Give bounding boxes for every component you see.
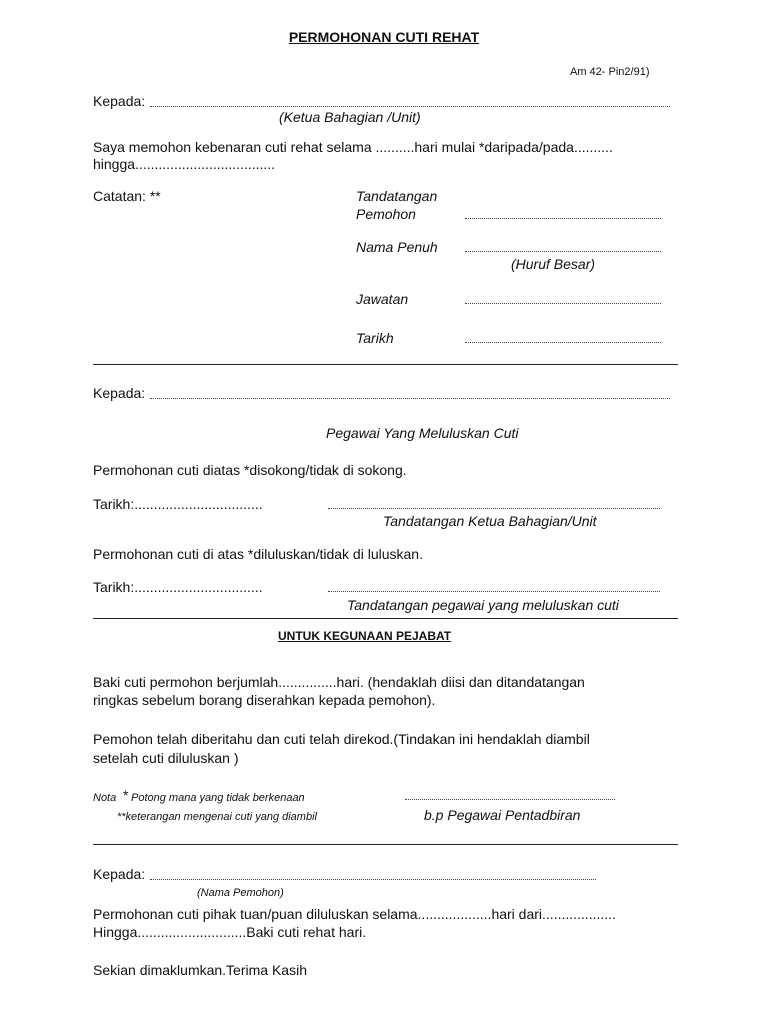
nama-penuh-dotted-line[interactable] [465,251,661,252]
request-line-1: Saya memohon kebenaran cuti rehat selama ..........hari mulai *daripada/pada.......... [93,139,613,155]
signature-dotted-line[interactable] [465,218,661,219]
kepada-dotted-line-3[interactable] [150,879,596,880]
tarikh-dotted-line[interactable] [465,342,661,343]
notify-line-1: Permohonan cuti pihak tuan/puan diluluskan selama...................hari dari................... [93,906,616,922]
notify-line-2: Hingga............................Baki cuti rehat hari. [93,924,367,940]
kepada-label-3: Kepada: [93,866,146,882]
tarikh-field-1: Tarikh:................................. [93,496,263,512]
huruf-besar-caption: (Huruf Besar) [511,256,596,272]
kepada-label: Kepada: [93,93,146,109]
pemohon-line-2: setelah cuti diluluskan ) [93,750,239,766]
nota-label: Nota [93,792,117,804]
office-use-heading: UNTUK KEGUNAAN PEJABAT [278,629,452,643]
admin-signature-line[interactable] [405,799,615,800]
nota-star: * [123,787,129,803]
tarikh-label: Tarikh [356,330,394,346]
jawatan-dotted-line[interactable] [465,303,661,304]
baki-line-1: Baki cuti permohon berjumlah...............hari. (hendaklah diisi dan ditandatangan [93,674,585,690]
closing-text: Sekian dimaklumkan.Terima Kasih [93,962,307,978]
disokong-text: Permohonan cuti diatas *disokong/tidak di sokong. [93,462,407,478]
bp-pegawai-caption: b.p Pegawai Pentadbiran [424,807,581,823]
ttd-pegawai-caption: Tandatangan pegawai yang meluluskan cuti [347,597,619,613]
pegawai-signature-line[interactable] [328,591,660,592]
kepada-dotted-line-2[interactable] [150,398,670,399]
catatan-label: Catatan: ** [93,188,161,204]
divider-2 [93,618,678,619]
divider-1 [93,364,678,365]
nama-penuh-label: Nama Penuh [356,239,438,255]
diluluskan-text: Permohonan cuti di atas *diluluskan/tidak di luluskan. [93,546,423,562]
pegawai-caption: Pegawai Yang Meluluskan Cuti [326,425,519,441]
form-title: PERMOHONAN CUTI REHAT [288,29,480,45]
tarikh-field-2: Tarikh:................................. [93,579,263,595]
form-code: Am 42- Pin2/91) [570,66,650,78]
request-line-2: hingga.................................... [93,156,276,172]
baki-line-2: ringkas sebelum borang diserahkan kepada pemohon). [93,692,436,708]
kepada-label-2: Kepada: [93,385,146,401]
pemohon-line-1: Pemohon telah diberitahu dan cuti telah direkod.(Tindakan ini hendaklah diambil [93,731,590,747]
pemohon-label: Pemohon [356,206,416,222]
nama-pemohon-caption: (Nama Pemohon) [197,887,284,899]
jawatan-label: Jawatan [356,291,409,307]
keterangan-note: **keterangan mengenai cuti yang diambil [117,811,317,823]
ketua-signature-line[interactable] [328,508,660,509]
ttd-ketua-caption: Tandatangan Ketua Bahagian/Unit [383,513,597,529]
nota-text: Potong mana yang tidak berkenaan [131,792,305,804]
kepada-dotted-line[interactable] [150,106,670,107]
kepada-caption: (Ketua Bahagian /Unit) [279,109,421,125]
tandatangan-label: Tandatangan [356,188,438,204]
divider-3 [93,844,678,845]
